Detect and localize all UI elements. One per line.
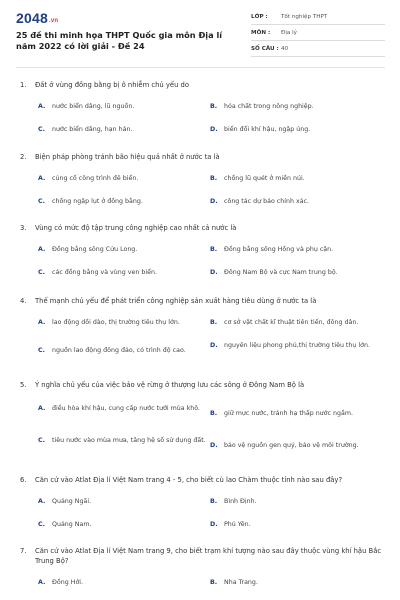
option-text: chống ngập lụt ở đồng bằng.: [52, 198, 143, 205]
question-number: 7.: [20, 547, 27, 555]
question-6: [20, 475, 385, 535]
question-number: 6.: [20, 476, 27, 484]
option-a[interactable]: [38, 245, 203, 254]
option-text: cơ sở vật chất kĩ thuật tiên tiến, đông dân.: [224, 319, 359, 326]
option-a[interactable]: [38, 318, 208, 327]
option-letter: B.: [210, 175, 218, 182]
option-letter: D.: [210, 342, 218, 349]
option-a[interactable]: [38, 102, 203, 111]
option-text: Đồng bằng sông Hồng và phụ cận.: [224, 246, 334, 253]
option-letter: B.: [210, 410, 218, 417]
option-letter: B.: [210, 319, 218, 326]
option-letter: B.: [210, 579, 218, 586]
option-letter: D.: [210, 442, 218, 449]
option-letter: A.: [38, 319, 46, 326]
question-stem: [20, 380, 385, 390]
count-value: 40: [281, 45, 289, 52]
option-d[interactable]: [210, 197, 385, 206]
question-2: [20, 152, 385, 212]
option-text: củng cố công trình đê biển.: [52, 175, 139, 182]
question-number: 2.: [20, 153, 27, 161]
option-text: Đồng bằng sông Cửu Long.: [52, 246, 138, 253]
option-text: nguyên liệu phong phú,thị trường tiêu thụ lớn.: [224, 342, 370, 349]
option-b[interactable]: [210, 245, 385, 254]
option-text: chống lũ quét ở miền núi.: [224, 175, 305, 182]
option-a[interactable]: [38, 578, 203, 587]
option-text: tiêu nước vào mùa mưa, tăng hệ số sử dụng đất.: [52, 437, 206, 444]
option-letter: A.: [38, 498, 46, 505]
option-d[interactable]: [210, 268, 385, 277]
option-letter: B.: [210, 103, 218, 110]
option-text: Quảng Nam.: [52, 521, 92, 528]
option-d[interactable]: [210, 341, 385, 350]
option-d[interactable]: [210, 520, 385, 529]
option-a[interactable]: [38, 497, 203, 506]
option-d[interactable]: [210, 125, 385, 134]
option-d[interactable]: [210, 441, 385, 450]
class-value: Tốt nghiệp THPT: [281, 13, 328, 20]
option-text: nguồn lao động đông đảo, có trình độ cao.: [52, 347, 186, 354]
question-text: Biện pháp phòng tránh bão hiệu quả nhất ở nước ta là: [35, 153, 220, 161]
option-letter: C.: [38, 269, 46, 276]
question-text: Căn cứ vào Atlat Địa lí Việt Nam trang 4 - 5, cho biết cù lao Chàm thuộc tỉnh nào sau đây?: [35, 476, 343, 484]
option-letter: C.: [38, 521, 46, 528]
option-text: Đồng Hới.: [52, 579, 84, 586]
option-text: bảo vệ nguồn gen quý, bảo vệ môi trường.: [224, 442, 359, 449]
option-letter: B.: [210, 498, 218, 505]
option-text: công tác dự báo chính xác.: [224, 198, 310, 205]
option-text: các đồng bằng và vùng ven biển.: [52, 269, 157, 276]
question-number: 4.: [20, 297, 27, 305]
option-letter: D.: [210, 269, 218, 276]
option-b[interactable]: [210, 174, 385, 183]
option-letter: A.: [38, 246, 46, 253]
question-stem: [20, 223, 385, 233]
option-text: Bình Định.: [224, 498, 257, 505]
option-c[interactable]: [38, 436, 206, 445]
option-letter: B.: [210, 246, 218, 253]
question-stem: [20, 546, 385, 566]
option-letter: D.: [210, 126, 218, 133]
question-number: 5.: [20, 381, 27, 389]
option-text: điều hòa khí hậu, cung cấp nước tưới mùa khô.: [52, 405, 201, 412]
option-c[interactable]: [38, 268, 203, 277]
question-stem: [20, 152, 385, 162]
subject-value: Địa lý: [281, 29, 297, 36]
option-letter: C.: [38, 347, 46, 354]
option-b[interactable]: [210, 409, 385, 418]
question-text: Căn cứ vào Atlat Địa lí Việt Nam trang 9, cho biết trạm khí tượng nào sau đây thuộc vùng khí hậu Bắc Trung Bộ?: [35, 547, 382, 565]
option-b[interactable]: [210, 102, 385, 111]
option-c[interactable]: [38, 520, 203, 529]
option-letter: A.: [38, 405, 46, 412]
logo-text: 2048: [16, 10, 48, 26]
option-letter: A.: [38, 103, 46, 110]
question-text: Vùng có mức độ tập trung công nghiệp cao nhất cả nước là: [35, 224, 237, 232]
class-label: LỚP :: [251, 13, 268, 20]
option-letter: C.: [38, 437, 46, 444]
question-7: [20, 546, 385, 596]
option-a[interactable]: [38, 404, 206, 413]
option-text: Phú Yên.: [224, 521, 251, 528]
count-label: SỐ CÂU :: [251, 45, 279, 52]
option-text: hóa chất trong nông nghiệp.: [224, 103, 314, 110]
option-b[interactable]: [210, 318, 385, 327]
option-letter: C.: [38, 198, 46, 205]
page-title: 25 đề thi minh họa THPT Quốc gia môn Địa lí năm 2022 có lời giải - Đề 24: [16, 30, 223, 51]
option-b[interactable]: [210, 497, 385, 506]
option-c[interactable]: [38, 125, 203, 134]
option-text: biến đổi khí hậu, ngập úng.: [224, 126, 311, 133]
option-text: giữ mực nước, tránh hạ thấp nước ngầm.: [224, 410, 353, 417]
question-1: [20, 80, 385, 140]
question-5: [20, 380, 385, 462]
question-3: [20, 223, 385, 283]
option-letter: D.: [210, 198, 218, 205]
option-text: Quảng Ngãi.: [52, 498, 92, 505]
question-number: 3.: [20, 224, 27, 232]
option-letter: A.: [38, 579, 46, 586]
question-text: Thế mạnh chủ yếu để phát triển công nghiệp sản xuất hàng tiêu dùng ở nước ta là: [35, 297, 317, 305]
question-stem: [20, 80, 385, 90]
question-number: 1.: [20, 81, 27, 89]
option-letter: A.: [38, 175, 46, 182]
option-text: nước biển dâng, lũ nguồn.: [52, 103, 135, 110]
option-a[interactable]: [38, 174, 203, 183]
subject-label: MÔN :: [251, 29, 271, 36]
option-text: lao động dồi dào, thị trường tiêu thụ lớn.: [52, 319, 180, 326]
question-4: [20, 296, 385, 368]
question-text: Ý nghĩa chủ yếu của việc bảo vệ rừng ở thượng lưu các sông ở Đông Nam Bộ là: [35, 381, 305, 389]
option-text: Nha Trang.: [224, 579, 258, 586]
option-text: Đông Nam Bộ và cực Nam trung bộ.: [224, 269, 338, 276]
option-text: nước biển dâng, hạn hán.: [52, 126, 133, 133]
question-text: Đất ở vùng đồng bằng bị ô nhiễm chủ yếu do: [35, 81, 190, 89]
option-c[interactable]: [38, 197, 203, 206]
logo-suffix: .vn: [48, 18, 59, 24]
option-c[interactable]: [38, 346, 208, 355]
option-b[interactable]: [210, 578, 385, 587]
option-letter: D.: [210, 521, 218, 528]
question-stem: [20, 475, 385, 485]
question-stem: [20, 296, 385, 306]
option-letter: C.: [38, 126, 46, 133]
